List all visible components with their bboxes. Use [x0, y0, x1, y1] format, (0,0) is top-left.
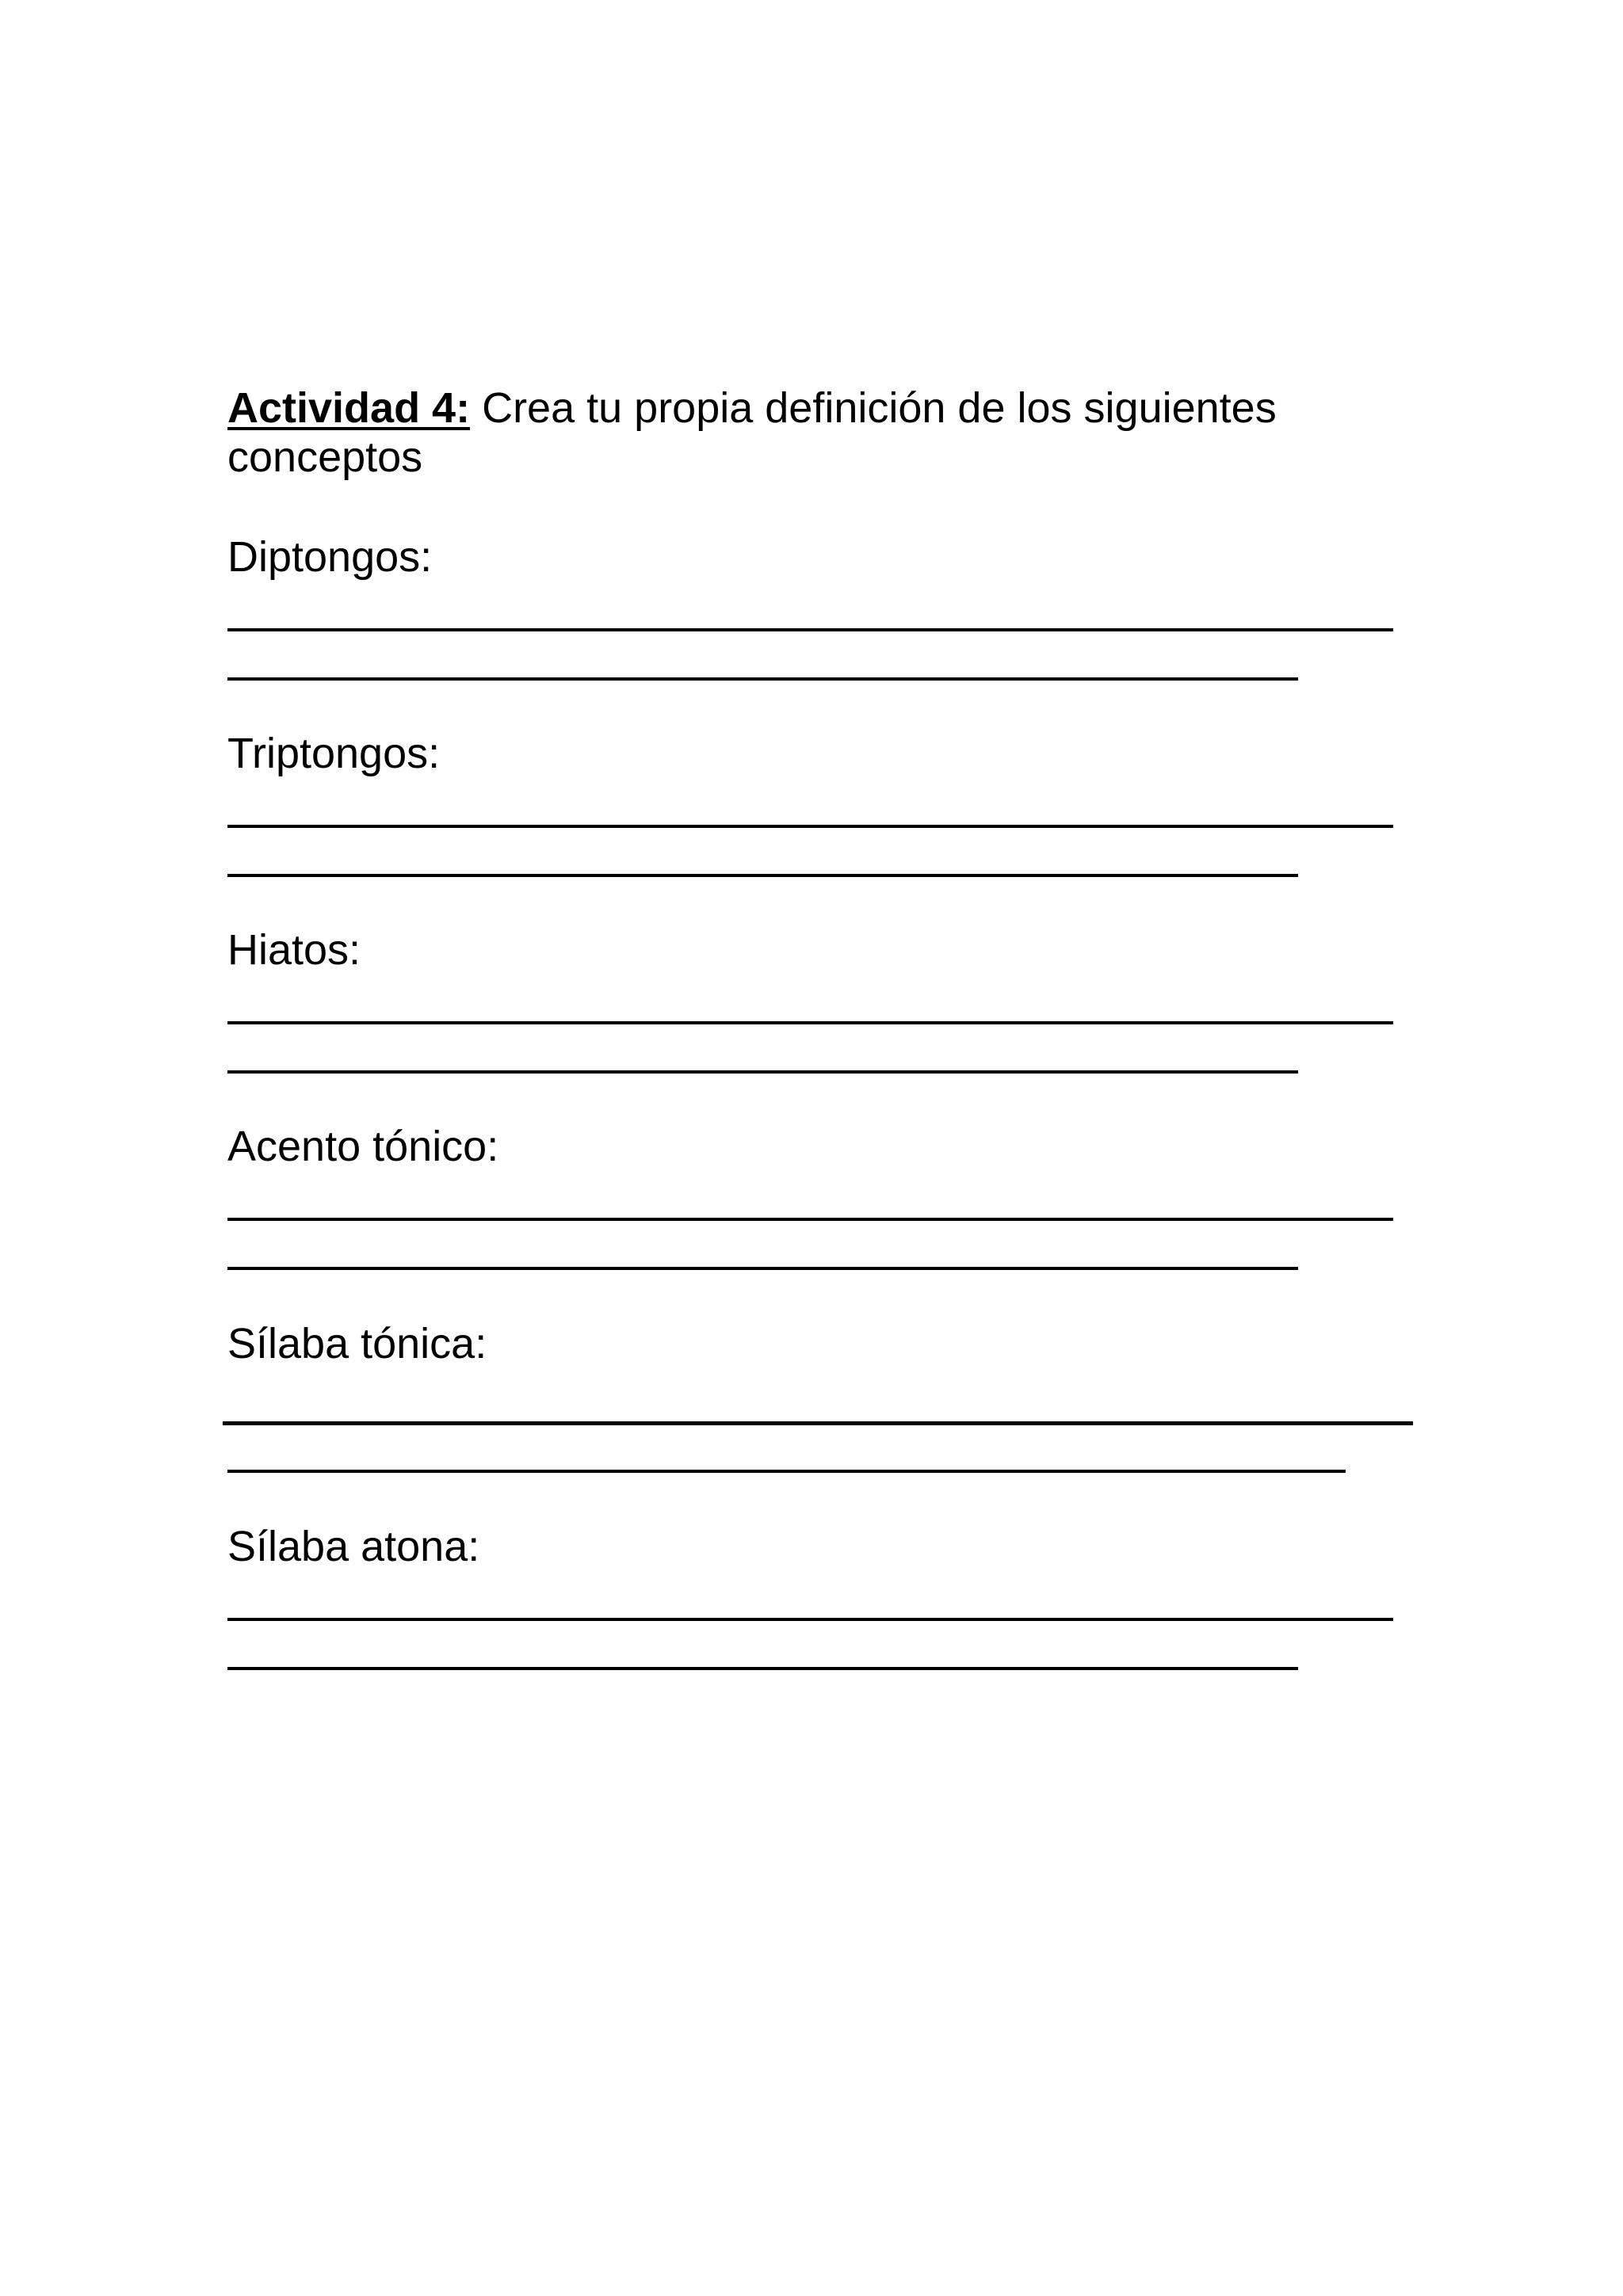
concept-label: Sílaba tónica:	[227, 1320, 487, 1367]
answer-line-1[interactable]	[227, 1021, 1393, 1024]
answer-line-1[interactable]	[223, 1421, 1413, 1425]
concept-label: Acento tónico:	[227, 1123, 499, 1170]
activity-heading	[227, 383, 1416, 482]
answer-line-1[interactable]	[227, 825, 1393, 828]
answer-line-1[interactable]	[227, 1218, 1393, 1221]
concept-label: Sílaba atona:	[227, 1523, 480, 1570]
concept-label: Triptongos:	[227, 730, 441, 777]
answer-line-2[interactable]	[227, 677, 1298, 681]
answer-line-2[interactable]	[227, 1470, 1346, 1473]
answer-line-2[interactable]	[227, 1667, 1298, 1670]
concept-label: Diptongos:	[227, 533, 433, 581]
answer-line-1[interactable]	[227, 628, 1393, 631]
concept-diptongos	[227, 532, 1416, 582]
concept-silaba-tonica	[227, 1319, 1416, 1368]
concept-silaba-atona	[227, 1522, 1416, 1571]
answer-line-2[interactable]	[227, 1267, 1298, 1270]
activity-label: Actividad 4:	[227, 384, 471, 432]
concept-triptongos	[227, 729, 1416, 778]
activity-instruction: Crea tu propia definición de los siguientes conceptos	[227, 384, 1277, 481]
concept-acento-tonico	[227, 1122, 1416, 1171]
answer-line-1[interactable]	[227, 1618, 1393, 1621]
concept-hiatos	[227, 925, 1416, 974]
answer-line-2[interactable]	[227, 874, 1298, 877]
answer-line-2[interactable]	[227, 1070, 1298, 1074]
concept-label: Hiatos:	[227, 926, 361, 974]
